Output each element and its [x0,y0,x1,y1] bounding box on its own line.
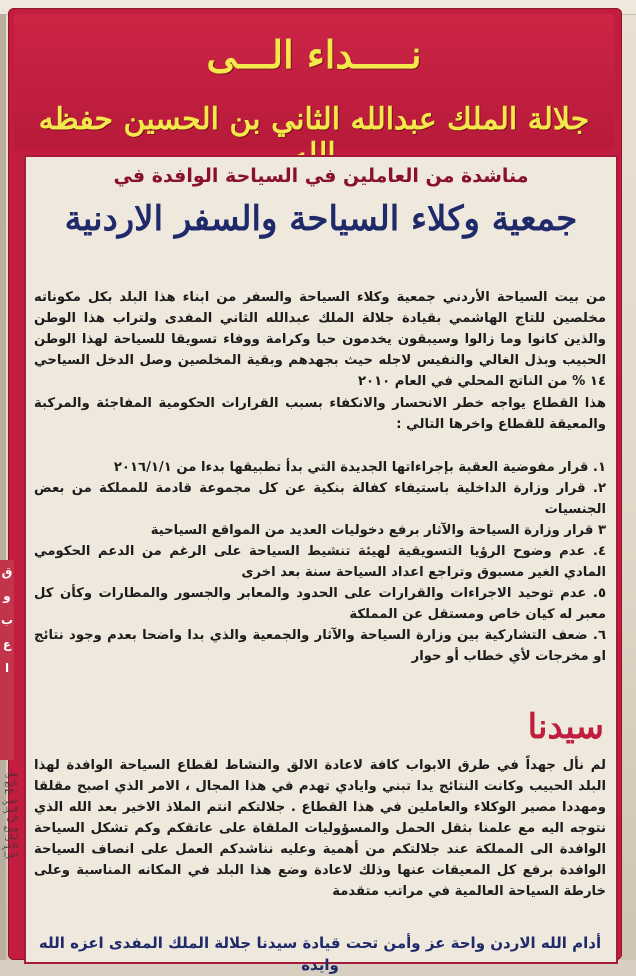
list-item: ١. قرار مفوضية العقبة بإجراءاتها الجديدة التي بدأ تطبيقها بدءا من ٢٠١٦/١/١ [113,460,606,475]
list-item: ٣ قرار وزارة السياحة والآثار برفع دخوليات العديد من المواقع السياحية [150,523,606,538]
header-title: نـــــداء الـــى [206,32,422,77]
ad-body [24,155,618,974]
side-fragment-text: ع [2,637,12,651]
side-text-line: تاريخ [4,779,18,787]
side-column-fragment [0,560,14,760]
closing-line: أدام الله الاردن واحة عز وأمن تحت قيادة سيدنا جلالة الملك المفدى اعزه الله وايده [38,934,602,974]
side-text-line: وروع [3,824,18,832]
side-text-line: ليكن [4,833,18,841]
list-item: ٢. قرار وزارة الداخلية باستيفاء كفالة بنكية عن كل مجموعة قادمة للمملكة من بعض الجنسيات [34,481,606,517]
side-fragment-text: ق [1,565,13,579]
side-text-line: ٣/٢٠ [4,788,18,796]
ad-header [14,14,614,149]
side-fragment-text: ب [0,613,14,627]
subtitle: مناشدة من العاملين في السياحة الوافدة في [113,165,529,187]
list-item: ٥. عدم توحيد الاجراءات والقرارات على الحدود والمعابر والجسور والمطارات وكأن كل معبر له كيان خاص ومستقل عن المملكة [34,586,606,622]
sayedna-heading: سيدنا [527,707,604,747]
appeal-paragraph: لم نأل جهداً في طرق الابواب كافة لاعادة الالق والنشاط لقطاع السياحة الوافدة لهذا البلد الحبيب وكانت النتائج يدا تبني وايادي تهدم في هذا المجال ، الامر الذي اصبح مقلقا ومهددا مصير الوكلاء والعاملين في هذا القطاع . جلالتكم انتم الملاذ الاخير بعد الله الذي نتوجه اليه مع علمنا بثقل الحمل والمسؤوليات الملقاة على عاتقكم وكم تشكل السياحة الوافدة الى المملكة عند جلالتكم من أهمية وعليه نناشدكم العمل على انصاف السياحة الوافدة برفع كل المعيقات عنها وذلك لاعادة وضع هذا البلد في المكانه المناسبة وعلى خارطة السياحة العالمية في مراتب متقدمة [34,758,606,899]
side-text-line: لاصل [2,806,18,814]
side-fragment-text: و [3,589,11,603]
side-fragment-text: ا [4,661,10,675]
side-text-line: اعترا [3,851,18,859]
organization-title: جمعية وكلاء السياحة والسفر الاردنية [64,199,578,239]
intro-paragraph: من بيت السياحة الأردني جمعية وكلاء السياحة والسفر من ابناء هذا البلد بكل مكوناته مخلصين للتاج الهاشمي بقيادة جلالة الملك عبدالله الثاني المفدى ولتراب هذا الوطن والذين كانوا وما زالوا وسيبقون يخدمون حبا وكرامة ووفاء تسويقا للسياحة لهذا الوطن الحبيب وبذل الغالي والنفيس لاجله حيث بجهدهم وبقية المخلصين وصل الدخل السياحي ١٤ % من الناتج المحلي في العام ٢٠١٠ [34,290,606,389]
side-column-text [0,770,18,960]
header-addressee: جلالة الملك عبدالله الثاني بن الحسين حفظه [38,102,590,137]
side-text-line: الرة [6,815,18,823]
points-list [34,457,606,667]
list-item: ٦. ضعف التشاركية بين وزارة السياحة والآثار والجمعية والذي بدا واضحا بعدم وجود نتائج او مخرجات لأي خطاب أو حوار [34,628,606,664]
side-text-line: الاعتر [1,842,18,850]
threat-paragraph: هذا القطاع يواجه خطر الانحسار والانكفاء بسبب القرارات الحكومية المفاجئة والمركبة والمعيقة للقطاع واخرها التالي : [34,396,606,432]
side-text-line: يعلن [5,770,18,778]
list-item: ٤. عدم وضوح الرؤيا التسويقية لهيئة تنشيط السياحة على الرغم من الدعم الحكومي المادي الغير مسبوق وتراجع اعداد السياحة سنة بعد اخرى [34,544,606,580]
side-text-line: خسن [2,797,18,805]
